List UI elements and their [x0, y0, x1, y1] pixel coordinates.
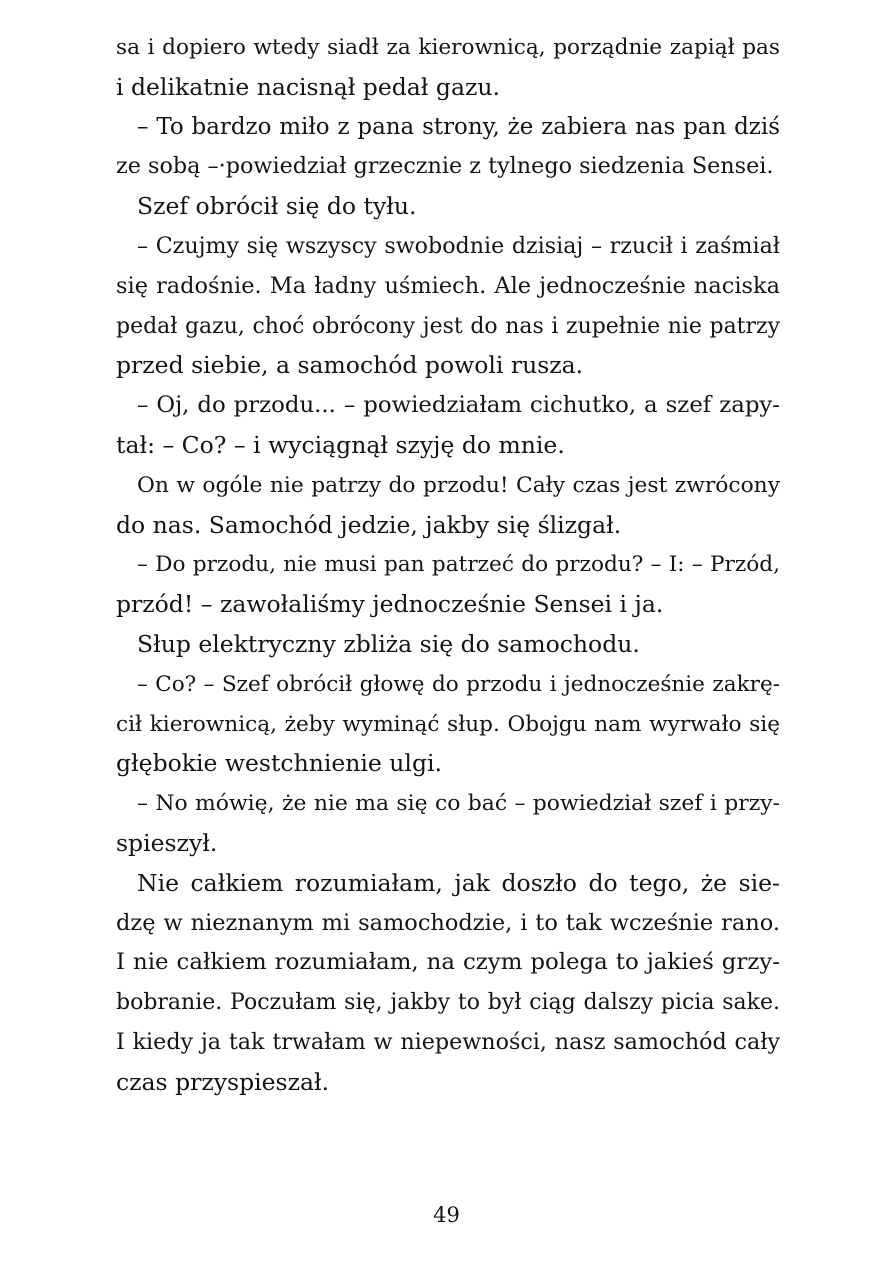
text-line: – No mówię, że nie ma się co bać – powiedział szef i przy- — [137, 791, 780, 817]
text-line: I nie całkiem rozumiałam, na czym polega to jakieś grzy- — [116, 949, 780, 976]
text-line: cił kierownicą, żeby wyminąć słup. Obojgu nam wyrwało się — [116, 711, 780, 737]
text-line: – To bardzo miło z pana strony, że zabiera nas pan dziś — [137, 113, 780, 140]
text-line: i delikatnie nacisnął pedał gazu. — [116, 72, 500, 101]
text-line: I kiedy ja tak trwałam w niepewności, nasz samochód cały — [116, 1028, 780, 1055]
text-line: Szef obrócił się do tyłu. — [137, 192, 417, 221]
text-line: – Co? – Szef obrócił głowę do przodu i jednocześnie zakrę- — [137, 671, 780, 697]
text-line: dzę w nieznanym mi samochodzie, i to tak wcześnie rano. — [116, 909, 780, 936]
text-line: przód! – zawołaliśmy jednocześnie Sensei i ja. — [116, 590, 664, 619]
text-line: spieszył. — [116, 828, 218, 857]
text-line: bobranie. Poczułam się, jakby to był ciąg dalszy picia sake. — [116, 990, 780, 1016]
text-line: – Czujmy się wszyscy swobodnie dzisiaj – rzucił i zaśmiał — [137, 232, 780, 259]
text-line: Nie całkiem rozumiałam, jak doszło do tego, że sie- — [137, 868, 780, 897]
text-line: się radośnie. Ma ładny uśmiech. Ale jednocześnie naciska — [116, 272, 780, 299]
text-line: On w ogóle nie patrzy do przodu! Cały czas jest zwrócony — [137, 472, 780, 498]
text-line: czas przyspieszał. — [116, 1067, 330, 1096]
text-line: – Do przodu, nie musi pan patrzeć do przodu? – I: – Przód, — [137, 552, 780, 578]
text-line: przed siebie, a samochód powoli rusza. — [116, 351, 584, 380]
text-line: do nas. Samochód jedzie, jakby się ślizgał. — [116, 510, 622, 539]
text-line: tał: – Co? – i wyciągnął szyję do mnie. — [116, 430, 565, 459]
text-line: ze sobą –·powiedział grzecznie z tylnego siedzenia Sensei. — [116, 153, 774, 180]
page-number: 49 — [433, 1203, 460, 1227]
text-line: pedał gazu, choć obrócony jest do nas i zupełnie nie patrzy — [116, 313, 780, 339]
text-line: – Oj, do przodu... – powiedziałam cichutko, a szef zapy- — [137, 392, 780, 419]
text-line: głębokie westchnienie ulgi. — [116, 749, 442, 778]
body-text — [116, 28, 780, 1103]
text-line: Słup elektryczny zbliża się do samochodu. — [137, 629, 640, 658]
text-line: sa i dopiero wtedy siadł za kierownicą, porządnie zapiął pas — [116, 35, 780, 60]
